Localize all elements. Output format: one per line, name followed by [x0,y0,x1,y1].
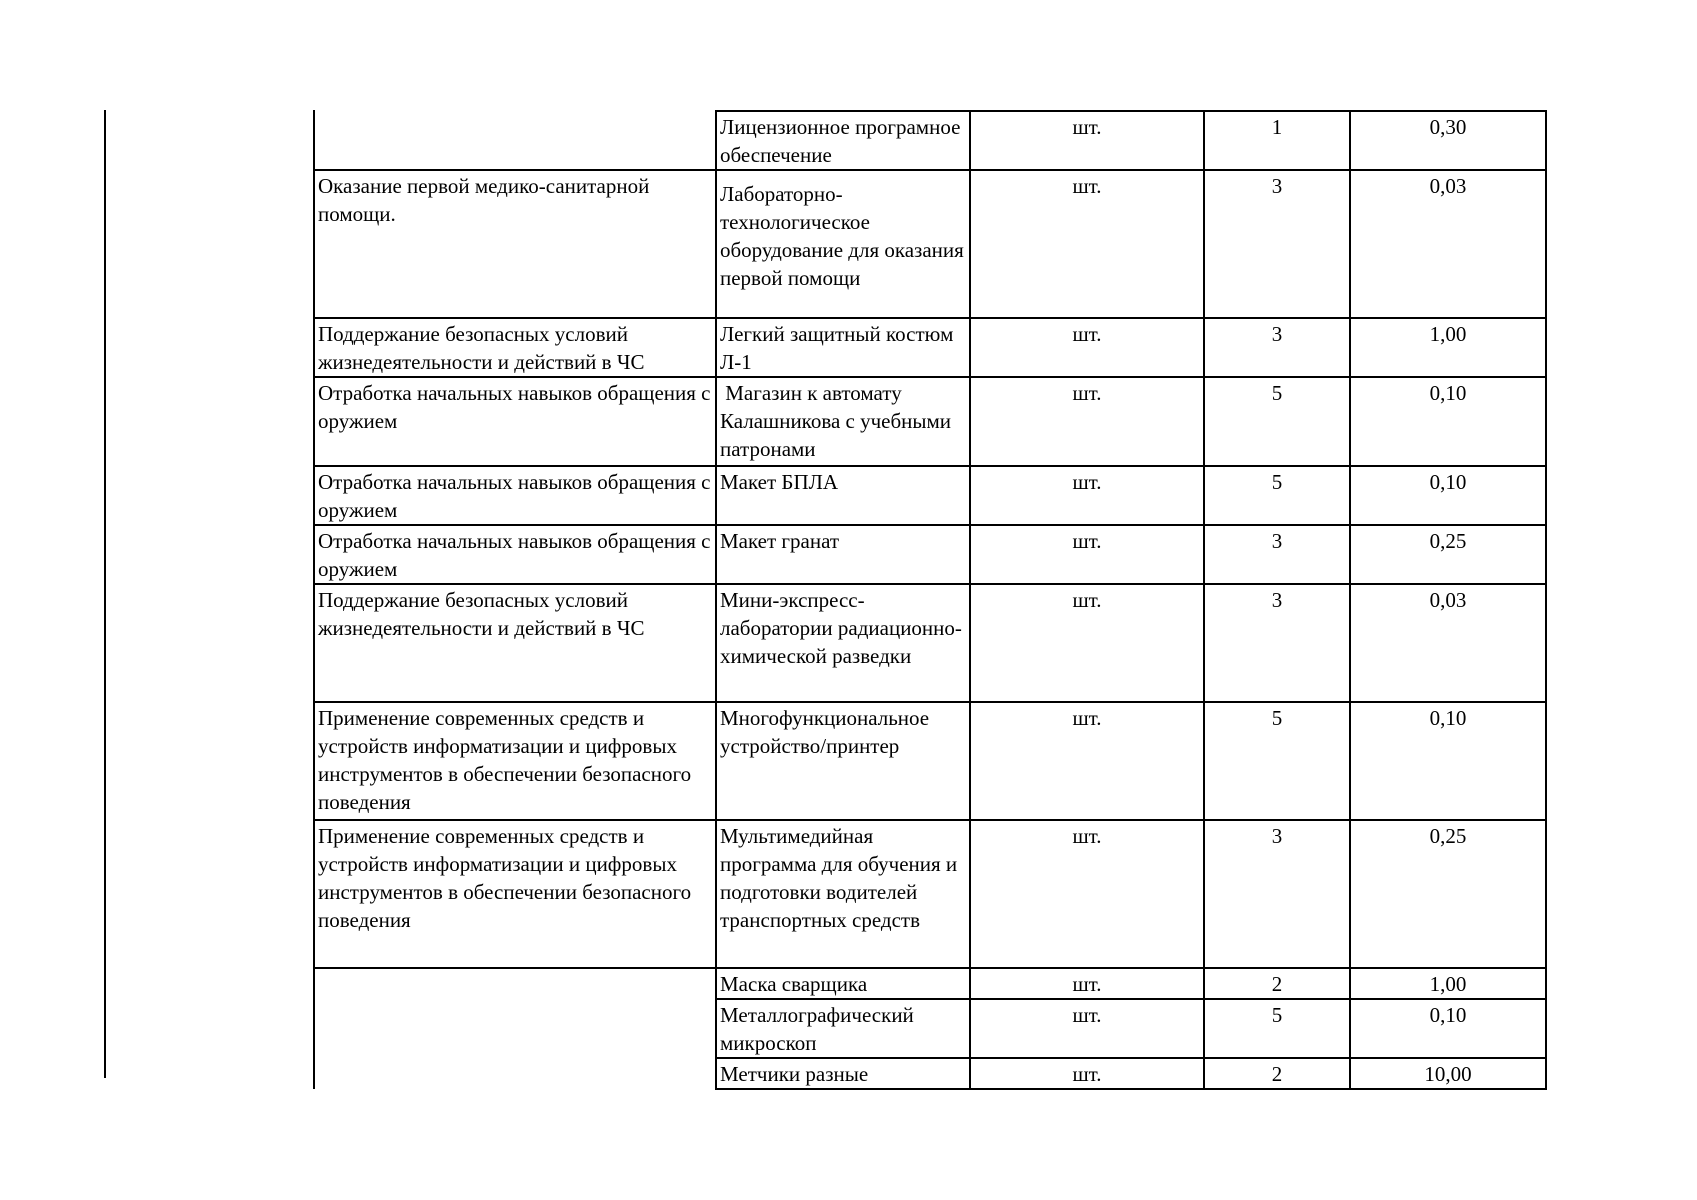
purpose-cell: Оказание первой медико-санитарной помощи. [314,170,716,318]
quantity-cell: 5 [1204,702,1350,820]
value-cell: 0,10 [1350,999,1546,1058]
item-name-cell: Легкий защитный костюм Л-1 [716,318,970,377]
item-name-cell: Многофункциональное устройство/принтер [716,702,970,820]
unit-cell: шт. [970,584,1204,702]
item-name-cell: Метчики разные [716,1058,970,1089]
quantity-cell: 1 [1204,111,1350,170]
item-name-cell: Мини-экспресс-лаборатории радиационно-химической разведки [716,584,970,702]
table-row [314,968,1546,999]
table-row [314,318,1546,377]
quantity-cell: 3 [1204,170,1350,318]
item-name-cell: Макет БПЛА [716,466,970,525]
table-row [314,702,1546,820]
value-cell: 0,03 [1350,584,1546,702]
quantity-cell: 2 [1204,1058,1350,1089]
unit-cell: шт. [970,702,1204,820]
item-name-text: Лабораторно-технологическое оборудование для оказания первой помощи [720,182,964,290]
unit-cell: шт. [970,999,1204,1058]
equipment-table [313,110,1547,1090]
table-row [314,999,1546,1058]
purpose-cell [314,111,716,170]
item-name-cell: Макет гранат [716,525,970,584]
quantity-cell: 5 [1204,999,1350,1058]
quantity-cell: 5 [1204,466,1350,525]
unit-cell: шт. [970,466,1204,525]
item-name-cell [716,170,970,318]
purpose-cell: Поддержание безопасных условий жизнедеятельности и действий в ЧС [314,318,716,377]
purpose-cell [314,968,716,999]
left-border-line [104,110,106,1078]
quantity-cell: 3 [1204,525,1350,584]
value-cell: 1,00 [1350,318,1546,377]
value-cell: 0,25 [1350,525,1546,584]
value-cell: 0,10 [1350,377,1546,466]
item-name-cell: Лицензионное програмное обеспечение [716,111,970,170]
unit-cell: шт. [970,525,1204,584]
quantity-cell: 5 [1204,377,1350,466]
table-row [314,170,1546,318]
value-cell: 1,00 [1350,968,1546,999]
quantity-cell: 2 [1204,968,1350,999]
table-row [314,111,1546,170]
table-row [314,377,1546,466]
purpose-cell: Применение современных средств и устройств информатизации и цифровых инструментов в обеспечении безопасного поведения [314,820,716,968]
unit-cell: шт. [970,1058,1204,1089]
value-cell: 0,10 [1350,466,1546,525]
quantity-cell: 3 [1204,584,1350,702]
value-cell: 0,25 [1350,820,1546,968]
quantity-cell: 3 [1204,318,1350,377]
purpose-cell: Отработка начальных навыков обращения с оружием [314,466,716,525]
value-cell: 0,03 [1350,170,1546,318]
unit-cell: шт. [970,111,1204,170]
value-cell: 0,30 [1350,111,1546,170]
item-name-cell: Мультимедийная программа для обучения и подготовки водителей транспортных средств [716,820,970,968]
purpose-cell [314,1058,716,1089]
quantity-cell: 3 [1204,820,1350,968]
table-row [314,820,1546,968]
table-row [314,584,1546,702]
unit-cell: шт. [970,820,1204,968]
unit-cell: шт. [970,377,1204,466]
purpose-cell: Применение современных средств и устройств информатизации и цифровых инструментов в обеспечении безопасного поведения [314,702,716,820]
unit-cell: шт. [970,968,1204,999]
value-cell: 10,00 [1350,1058,1546,1089]
purpose-cell [314,999,716,1058]
item-name-cell: Металлографический микроскоп [716,999,970,1058]
item-name-cell: Маска сварщика [716,968,970,999]
unit-cell: шт. [970,170,1204,318]
purpose-cell: Отработка начальных навыков обращения с оружием [314,377,716,466]
table-row [314,466,1546,525]
item-name-cell: Магазин к автомату Калашникова с учебными патронами [716,377,970,466]
purpose-cell: Поддержание безопасных условий жизнедеятельности и действий в ЧС [314,584,716,702]
table-row [314,1058,1546,1089]
unit-cell: шт. [970,318,1204,377]
value-cell: 0,10 [1350,702,1546,820]
table-row [314,525,1546,584]
purpose-cell: Отработка начальных навыков обращения с оружием [314,525,716,584]
